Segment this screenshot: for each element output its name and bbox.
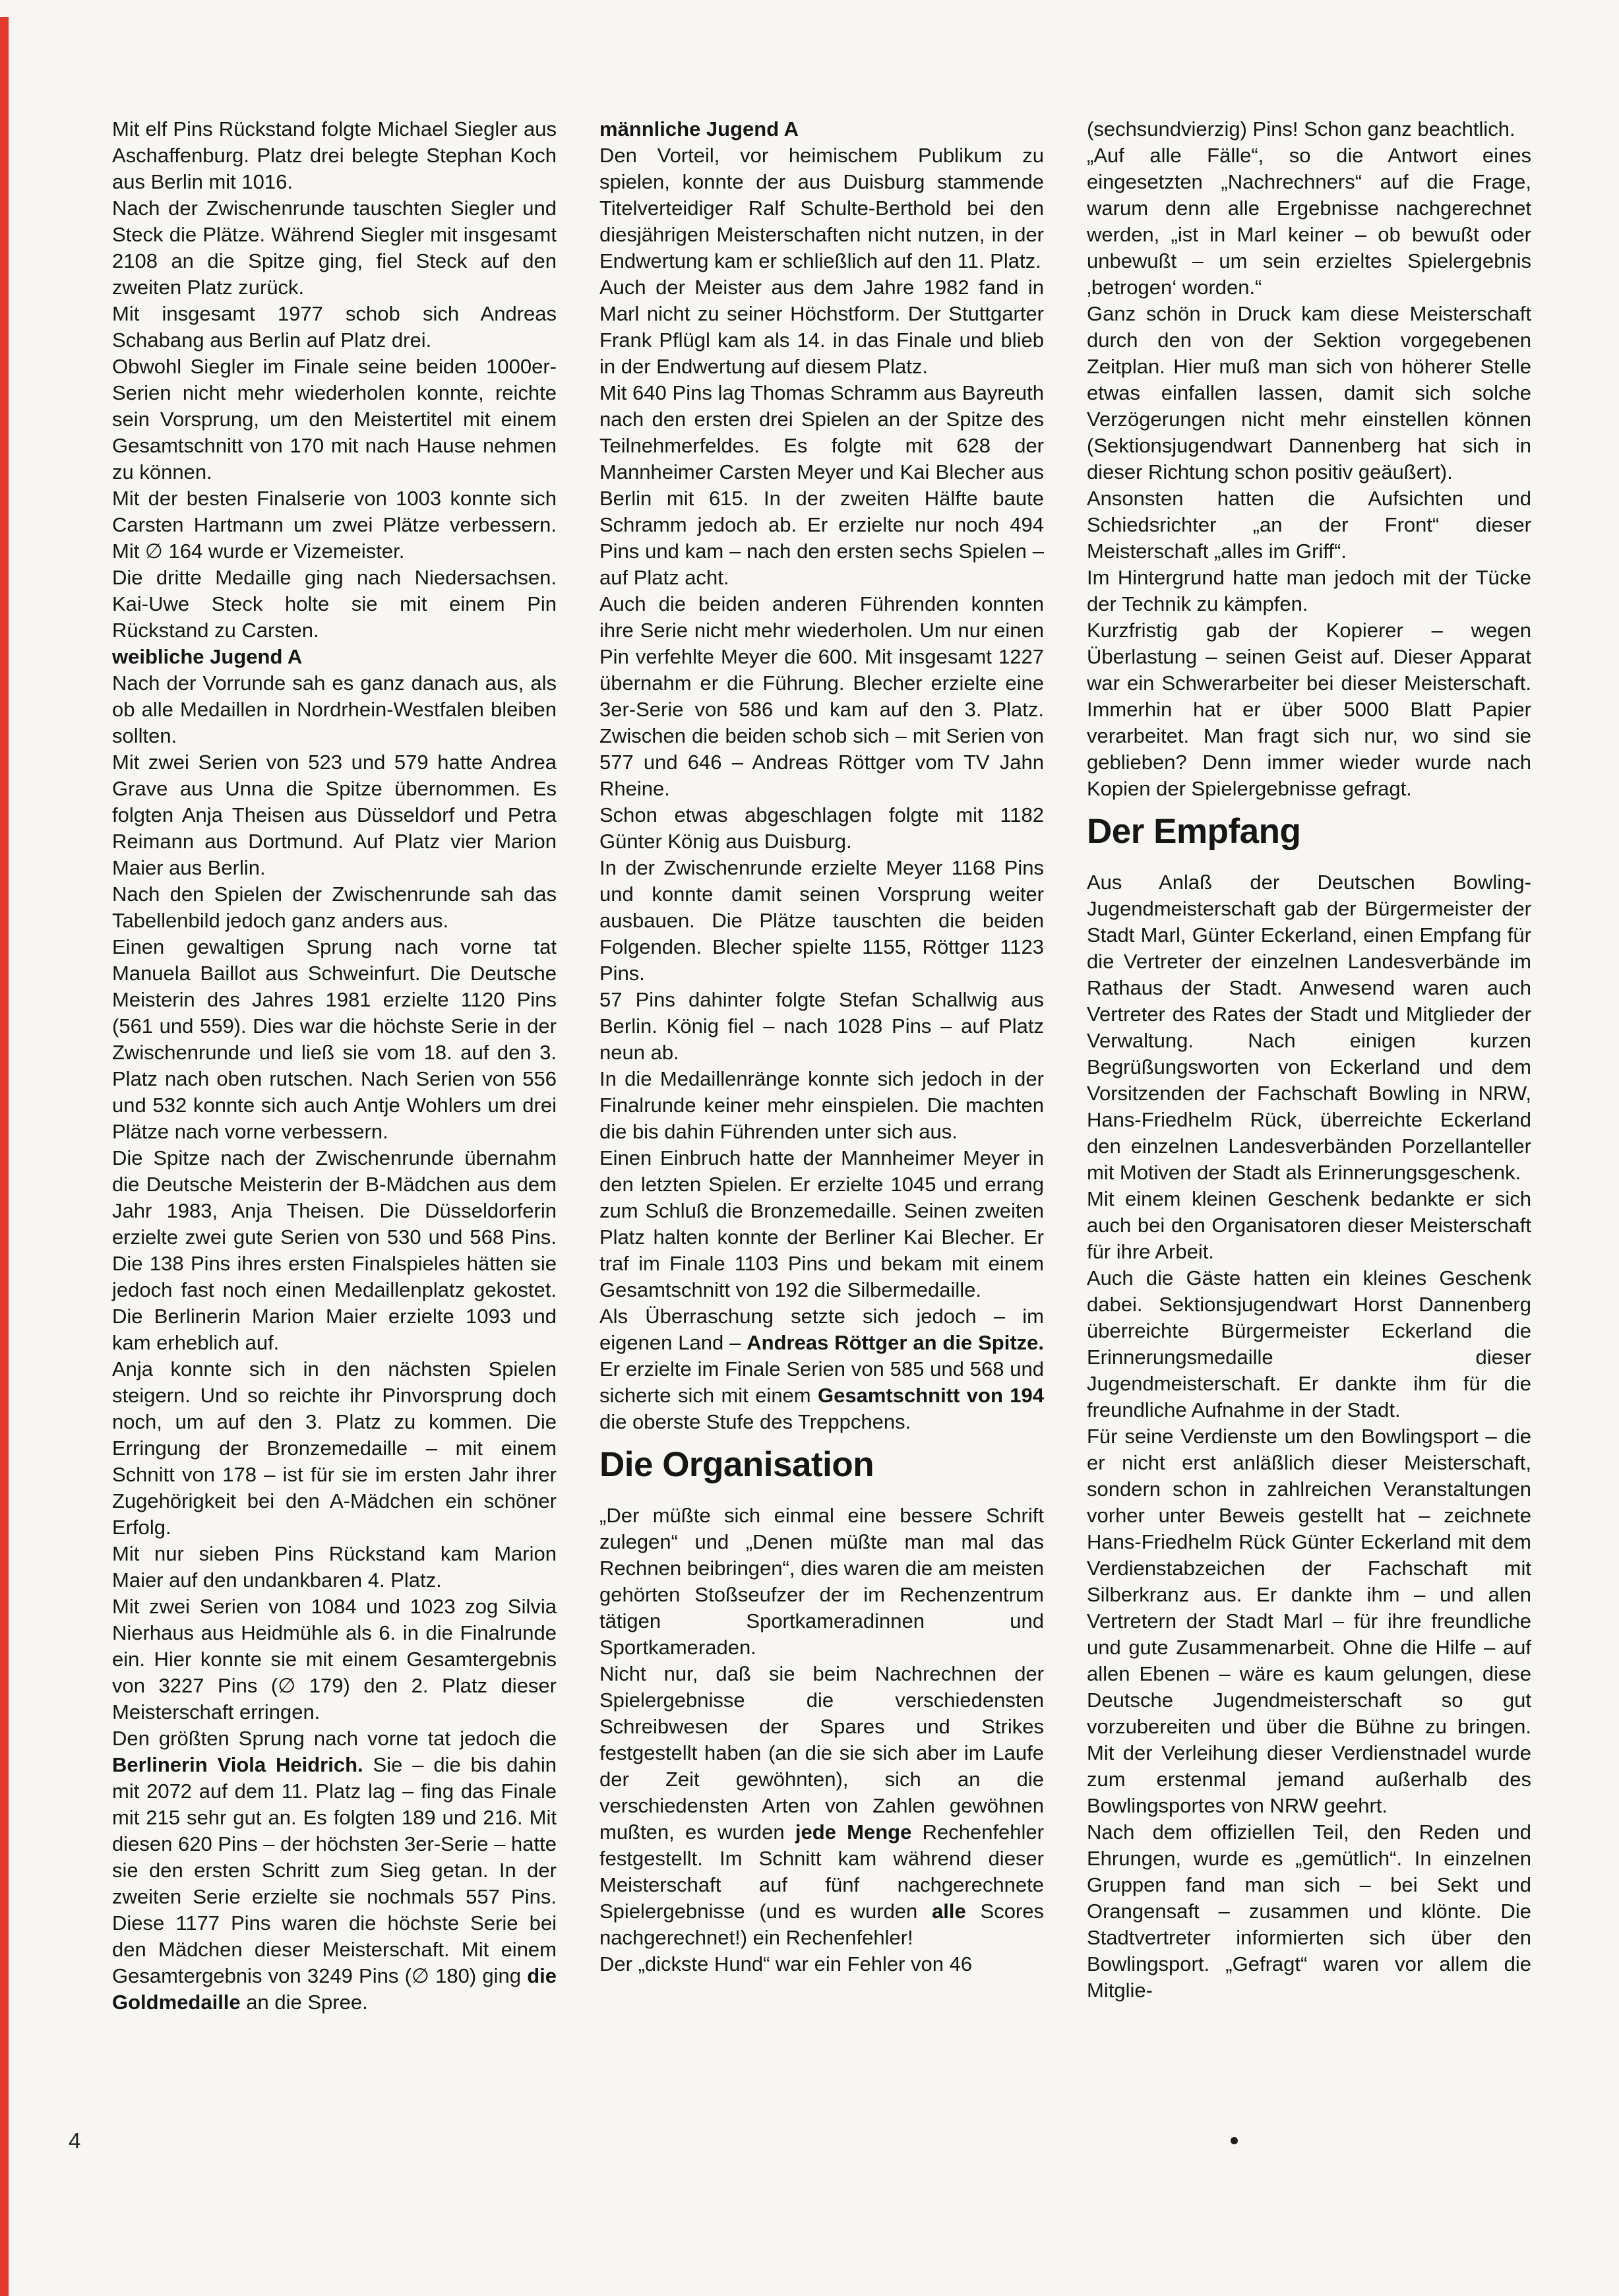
bold-text: Gesamtschnitt von 194 xyxy=(818,1384,1044,1407)
text-run: Anja konnte sich in den nächsten Spielen steigern. Und so reichte ihr Pinvorsprung doch noch, um auf den 3. Platz zu kommen. Die Erringung der Bronzemedaille – mit einem Schnitt von 178 – ist für sie im ersten Jahr ihrer Zugehörigkeit bei den A-Mädchen ein schöner Erfolg. xyxy=(112,1357,557,1539)
article-columns xyxy=(112,116,1531,2016)
paragraph xyxy=(112,301,557,354)
paragraph xyxy=(599,142,1044,274)
sub-heading: weibliche Jugend A xyxy=(112,645,303,668)
column-3 xyxy=(1087,116,1531,2004)
bold-text: Andreas Röttger an die Spitze. xyxy=(747,1331,1045,1354)
text-run: Nach den Spielen der Zwischenrunde sah das Tabellenbild jedoch ganz anders aus. xyxy=(112,883,557,932)
text-run: Auch die beiden anderen Führenden konnten ihre Serie nicht mehr wiederholen. Um nur einen Pin verfehlte Meyer die 600. Mit insgesamt 1227 übernahm er die Führung. Blecher erzielte eine 3er-Serie von 586 und kam auf den 3. Platz. Zwischen die beiden schob sich – mit Serien von 577 und 646 – Andreas Röttger vom TV Jahn Rheine. xyxy=(599,592,1044,800)
text-run: Auch die Gäste hatten ein kleines Geschenk dabei. Sektionsjugendwart Horst Dannenberg überreichte Bürgermeister Eckerland die Erinnerungsmedaille dieser Jugendmeisterschaft. Er dankte ihm für die freundliche Aufnahme in der Stadt. xyxy=(1087,1266,1531,1421)
text-run: Nach der Vorrunde sah es ganz danach aus, als ob alle Medaillen in Nordrhein-Westfalen bleiben sollten. xyxy=(112,671,557,747)
paragraph xyxy=(112,934,557,1145)
text-run: Scores nachgerechnet!) ein Rechenfehler! xyxy=(599,1900,1044,1949)
paragraph xyxy=(599,1145,1044,1303)
text-run: Auch der Meister aus dem Jahre 1982 fand in Marl nicht zu seiner Höchstform. Der Stuttgarter Frank Pflügl kam als 14. in das Finale und blieb in der Endwertung auf diesem Platz. xyxy=(599,276,1044,378)
text-run: „Der müßte sich einmal eine bessere Schrift zulegen“ und „Denen müßte man mal das Rechnen beibringen“, dies waren die am meisten gehörten Stoßseufzer der im Rechenzentrum tätigen Sportkameradinnen und Sportkameraden. xyxy=(599,1504,1044,1659)
paragraph xyxy=(112,195,557,301)
text-run: Die Spitze nach der Zwischenrunde übernahm die Deutsche Meisterin der B-Mädchen aus dem Jahr 1983, Anja Theisen. Die Düsseldorferin erzielte zwei gute Serien von 530 und 568 Pins. Die 138 Pins ihres ersten Finalspieles hätten sie jedoch fast noch einen Medaillenplatz gekostet. Die Berlinerin Marion Maier erzielte 1093 und kam erheblich auf. xyxy=(112,1146,557,1354)
paragraph xyxy=(1087,485,1531,565)
text-run: Mit zwei Serien von 523 und 579 hatte Andrea Grave aus Unna die Spitze übernommen. Es folgten Anja Theisen aus Düsseldorf und Petra Reimann aus Dortmund. Auf Platz vier Marion Maier aus Berlin. xyxy=(112,751,557,879)
paragraph xyxy=(599,380,1044,591)
bold-text: die Goldmedaille xyxy=(112,1964,557,2014)
text-run: Ganz schön in Druck kam diese Meisterschaft durch den von der Sektion vorgegebenen Zeitplan. Hier muß man sich von höherer Stelle etwas einfallen lassen, damit sich solche Verzögerungen nicht mehr einstellen können (Sektionsjugendwart Dannenberg hat sich in dieser Richtung schon positiv geäußert). xyxy=(1087,302,1531,483)
paragraph xyxy=(112,749,557,881)
text-run: Obwohl Siegler im Finale seine beiden 1000er-Serien nicht mehr wiederholen konnte, reichte sein Vorsprung, um den Meistertitel mit einem Gesamtschnitt von 170 mit nach Hause nehmen zu können. xyxy=(112,355,557,483)
paragraph xyxy=(599,1661,1044,1951)
text-run: Ansonsten hatten die Aufsichten und Schiedsrichter „an der Front“ dieser Meisterschaft „alles im Griff“. xyxy=(1087,487,1531,563)
text-run: Der „dickste Hund“ war ein Fehler von 46 xyxy=(599,1952,973,1975)
column-2 xyxy=(599,116,1044,1977)
text-run: die oberste Stufe des Treppchens. xyxy=(599,1410,911,1433)
text-run: Sie – die bis dahin mit 2072 auf dem 11. Platz lag – fing das Finale mit 215 sehr gut an. Es folgten 189 und 216. Mit diesen 620 Pins – der höchsten 3er-Serie – hatte sie den ersten Schritt zum Sieg getan. In der zweiten Serie erzielte sie nochmals 557 Pins. Diese 1177 Pins waren die höchste Serie bei den Mädchen dieser Meisterschaft. Mit einem Gesamtergebnis von 3249 Pins (∅ 180) ging xyxy=(112,1753,557,1987)
paragraph xyxy=(599,855,1044,987)
text-run: an die Spree. xyxy=(240,1991,368,2014)
paragraph xyxy=(1087,116,1531,142)
page-number: 4 xyxy=(69,2128,81,2153)
paragraph xyxy=(1087,1423,1531,1819)
text-run: Einen gewaltigen Sprung nach vorne tat Manuela Baillot aus Schweinfurt. Die Deutsche Meisterin des Jahres 1981 erzielte 1120 Pins (561 und 559). Dies war die höchste Serie in der Zwischenrunde und ließ sie vom 18. auf den 3. Platz nach oben rutschen. Nach Serien von 556 und 532 konnte sich auch Antje Wohlers um drei Plätze nach vorne verbessern. xyxy=(112,935,557,1143)
text-run: Nicht nur, daß sie beim Nachrechnen der Spielergebnisse die verschiedensten Schreibwesen der Spares und Strikes festgestellt haben (an die sie sich aber im Laufe der Zeit gewöhnten), sich an die verschiedensten Arten von Zahlen gewöhnen mußten, es wurden xyxy=(599,1662,1044,1844)
paragraph xyxy=(1087,565,1531,617)
paragraph xyxy=(599,1303,1044,1435)
paragraph xyxy=(112,670,557,749)
paragraph xyxy=(599,1951,1044,1977)
text-run: In die Medaillenränge konnte sich jedoch in der Finalrunde keiner mehr einspielen. Die machten die bis dahin Führenden unter sich aus. xyxy=(599,1067,1044,1143)
paragraph xyxy=(599,274,1044,380)
paragraph xyxy=(112,116,557,195)
paragraph xyxy=(112,1145,557,1356)
text-run: Aus Anlaß der Deutschen Bowling-Jugendmeisterschaft gab der Bürgermeister der Stadt Marl, Günter Eckerland, einen Empfang für die Vertreter der einzelnen Landesverbände im Rathaus der Stadt. Anwesend waren auch Vertreter des Rates der Stadt und Mitglieder der Verwaltung. Nach einigen kurzen Begrüßungsworten von Eckerland und dem Vorsitzenden der Fachschaft Bowling in NRW, Hans-Friedhelm Rück, überreichte Eckerland den einzelnen Landesverbänden Porzellanteller mit Motiven der Stadt als Erinnerungsgeschenk. xyxy=(1087,871,1531,1184)
paragraph xyxy=(112,881,557,934)
text-run: Für seine Verdienste um den Bowlingsport – die er nicht erst anläßlich dieser Meisterschaft, sondern schon in zahlreichen Veranstaltungen vorher unter Beweis gestellt hat – zeichnete Hans-Friedhelm Rück Günter Eckerland mit dem Verdienstabzeichen der Fachschaft mit Silberkranz aus. Er dankte ihm – und allen Vertretern der Stadt Marl – für ihre freundliche und gute Zusammenarbeit. Ohne die Hilfe – auf allen Ebenen – wäre es kaum gelungen, diese Deutsche Jugendmeisterschaft so gut vorzubereiten und über die Bühne zu bringen. Mit der Verleihung dieser Verdienstnadel wurde zum erstenmal jemand außerhalb des Bowlingsportes von NRW geehrt. xyxy=(1087,1425,1531,1817)
paragraph xyxy=(1087,1819,1531,2004)
text-run: Die dritte Medaille ging nach Niedersachsen. Kai-Uwe Steck holte sie mit einem Pin Rückstand zu Carsten. xyxy=(112,566,557,642)
paragraph xyxy=(599,802,1044,855)
text-run: Nach dem offiziellen Teil, den Reden und Ehrungen, wurde es „gemütlich“. In einzelnen Gruppen fand man sich – bei Sekt und Orangensaft – zusammen und klönte. Die Stadtvertreter informierten sich über den Bowlingsport. „Gefragt“ waren vor allem die Mitglie- xyxy=(1087,1820,1531,2002)
text-run: Kurzfristig gab der Kopierer – wegen Überlastung – seinen Geist auf. Dieser Apparat war ein Schwerarbeiter bei dieser Meisterschaft. Immerhin hat er über 5000 Blatt Papier verarbeitet. Man fragt sich nur, wo sind sie geblieben? Denn immer wieder wurde nach Kopien der Spielergebnisse gefragt. xyxy=(1087,619,1531,800)
text-run: Mit zwei Serien von 1084 und 1023 zog Silvia Nierhaus aus Heidmühle als 6. in die Finalrunde ein. Hier konnte sie mit einem Gesamtergebnis von 3227 Pins (∅ 179) den 2. Platz dieser Meisterschaft erringen. xyxy=(112,1595,557,1723)
text-run: Einen Einbruch hatte der Mannheimer Meyer in den letzten Spielen. Er erzielte 1045 und errang zum Schluß die Bronzemedaille. Seinen zweiten Platz halten konnte der Berliner Kai Blecher. Er traf im Finale 1103 Pins und bekam mit einem Gesamtschnitt von 192 die Silbermedaille. xyxy=(599,1146,1044,1301)
paragraph xyxy=(112,1725,557,2016)
paragraph xyxy=(599,591,1044,802)
paragraph xyxy=(599,1066,1044,1145)
text-run: Mit nur sieben Pins Rückstand kam Marion Maier auf den undankbaren 4. Platz. xyxy=(112,1542,557,1592)
text-run: Schon etwas abgeschlagen folgte mit 1182 Günter König aus Duisburg. xyxy=(599,803,1044,853)
text-run: Mit insgesamt 1977 schob sich Andreas Schabang aus Berlin auf Platz drei. xyxy=(112,302,557,352)
text-run: Rechenfehler festgestellt. Im Schnitt kam während dieser Meisterschaft auf fünf nachgerechnete Spielergebnisse (und es wurden xyxy=(599,1820,1044,1923)
section-heading: Die Organisation xyxy=(599,1445,874,1484)
paragraph xyxy=(1087,142,1531,301)
text-run: Im Hintergrund hatte man jedoch mit der Tücke der Technik zu kämpfen. xyxy=(1087,566,1531,615)
bold-text: alle xyxy=(932,1900,966,1923)
text-run: In der Zwischenrunde erzielte Meyer 1168 Pins und konnte damit seinen Vorsprung weiter ausbauen. Die Plätze tauschten die beiden Folgenden. Blecher spielte 1155, Röttger 1123 Pins. xyxy=(599,856,1044,985)
text-run: 57 Pins dahinter folgte Stefan Schallwig aus Berlin. König fiel – nach 1028 Pins – auf Platz neun ab. xyxy=(599,988,1044,1064)
paragraph xyxy=(1087,617,1531,802)
bold-text: Berlinerin Viola Heidrich. xyxy=(112,1753,363,1776)
text-run: „Auf alle Fälle“, so die Antwort eines eingesetzten „Nachrechners“ auf die Frage, warum denn alle Ergebnisse nachgerechnet werden, „ist in Marl keiner – ob bewußt oder unbewußt – um sein erzieltes Spielergebnis ‚betrogen‘ worden.“ xyxy=(1087,144,1531,299)
ink-speck xyxy=(1231,2137,1238,2144)
paragraph xyxy=(112,565,557,644)
text-run: Mit 640 Pins lag Thomas Schramm aus Bayreuth nach den ersten drei Spielen an der Spitze des Teilnehmerfeldes. Es folgte mit 628 der Mannheimer Carsten Meyer und Kai Blecher aus Berlin mit 615. In der zweiten Hälfte baute Schramm jedoch ab. Er erzielte nur noch 494 Pins und kam – nach den ersten sechs Spielen – auf Platz acht. xyxy=(599,381,1044,589)
text-run: Den Vorteil, vor heimischem Publikum zu spielen, konnte der aus Duisburg stammende Titelverteidiger Ralf Schulte-Berthold bei den diesjährigen Meisterschaften nicht nutzen, in der Endwertung kam er schließlich auf den 11. Platz. xyxy=(599,144,1044,272)
left-accent-bar xyxy=(0,17,9,2296)
column-1 xyxy=(112,116,557,2016)
paragraph xyxy=(112,1594,557,1725)
paragraph xyxy=(1087,301,1531,485)
bold-text: jede Menge xyxy=(795,1820,912,1844)
text-run: (sechsundvierzig) Pins! Schon ganz beachtlich. xyxy=(1087,117,1515,140)
text-run: Nach der Zwischenrunde tauschten Siegler und Steck die Plätze. Während Siegler mit insgesamt 2108 an die Spitze ging, fiel Steck auf den zweiten Platz zurück. xyxy=(112,197,557,299)
paragraph xyxy=(1087,1186,1531,1265)
paragraph xyxy=(112,1356,557,1541)
text-run: Mit der besten Finalserie von 1003 konnte sich Carsten Hartmann um zwei Plätze verbessern. Mit ∅ 164 wurde er Vizemeister. xyxy=(112,487,557,563)
paragraph xyxy=(1087,1265,1531,1423)
text-run: Als Überraschung setzte sich jedoch – im eigenen Land – xyxy=(599,1305,1044,1354)
text-run: Er erzielte im Finale Serien von 585 und 568 und sicherte sich mit einem xyxy=(599,1357,1044,1407)
paragraph xyxy=(1087,869,1531,1186)
paragraph xyxy=(112,354,557,485)
paragraph xyxy=(599,1503,1044,1661)
text-run: Mit einem kleinen Geschenk bedankte er sich auch bei den Organisatoren dieser Meisterschaft für ihre Arbeit. xyxy=(1087,1187,1531,1263)
text-run: Den größten Sprung nach vorne tat jedoch die xyxy=(112,1727,557,1750)
text-run: Mit elf Pins Rückstand folgte Michael Siegler aus Aschaffenburg. Platz drei belegte Stephan Koch aus Berlin mit 1016. xyxy=(112,117,557,193)
paragraph xyxy=(112,485,557,565)
paragraph xyxy=(599,987,1044,1066)
sub-heading: männliche Jugend A xyxy=(599,117,799,140)
paragraph xyxy=(112,1541,557,1594)
section-heading: Der Empfang xyxy=(1087,812,1301,851)
